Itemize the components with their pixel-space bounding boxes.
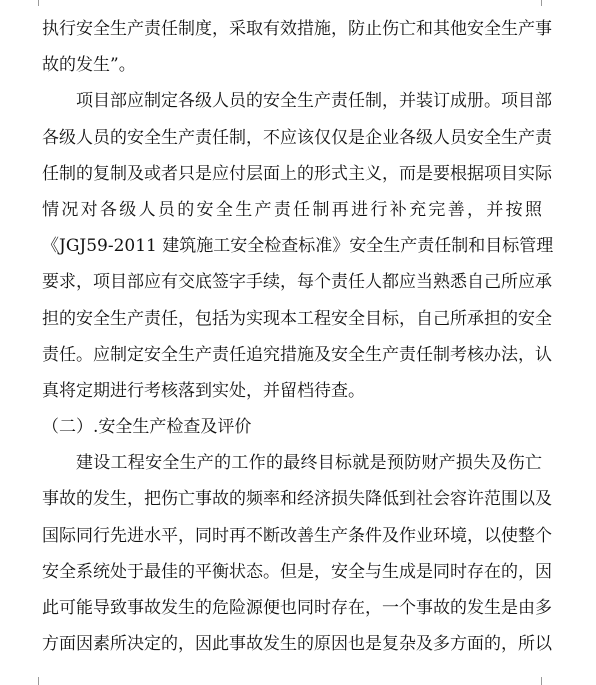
margin-mark-bottom-left: [24, 677, 39, 685]
text-line: 建设工程安全生产的工作的最终目标就是预防财产损失及伤亡: [76, 453, 542, 474]
section-heading-text: （二）.安全生产检查及评价: [42, 417, 252, 438]
document-body[interactable]: [42, 11, 554, 662]
margin-mark-bottom-right: [541, 677, 556, 685]
margin-mark-top-right: [541, 0, 556, 6]
text-line: 担的安全生产责任，包括为实现本工程安全目标，自己所承担的安全: [42, 308, 552, 329]
text-line: 国际同行先进水平，同时再不断改善生产条件及作业环境，以使整个: [42, 525, 552, 546]
text-line: 责任。应制定安全生产责任追究措施及安全生产责任制考核办法，认: [42, 344, 552, 365]
text-line: 方面因素所决定的，因此事故发生的原因也是复杂及多方面的，所以: [42, 634, 552, 655]
paragraph-1: [42, 11, 552, 83]
text-line: 要求，项目部应有交底签字手续，每个责任人都应当熟悉自己所应承: [42, 272, 552, 293]
text-line: 故的发生”。: [42, 55, 136, 76]
text-line: 《JGJ59-2011 建筑施工安全检查标准》安全生产责任制和目标管理: [42, 236, 554, 257]
text-line: 真将定期进行考核落到实处，并留档待查。: [42, 380, 365, 401]
text-line: 各级人员的安全生产责任制，不应该仅仅是企业各级人员安全生产责: [42, 127, 552, 148]
text-line: 此可能导致事故发生的危险源便也同时存在，一个事故的发生是由多: [42, 598, 552, 618]
text-line: 执行安全生产责任制度，采取有效措施，防止伤亡和其他安全生产事: [42, 19, 552, 39]
margin-mark-top-left: [24, 0, 39, 6]
text-line: 安全系统处于最佳的平衡状态。但是，安全与生成是同时存在的，因: [42, 561, 552, 582]
paragraph-3: [42, 445, 552, 662]
text-line: 项目部应制定各级人员的安全生产责任制，并装订成册。项目部: [76, 91, 552, 112]
text-line: 事故的发生，把伤亡事故的频率和经济损失降低到社会容许范围以及: [42, 489, 552, 510]
section-heading: [42, 409, 542, 445]
text-line: 任制的复制及或者只是应付层面上的形式主义，而是要根据项目实际: [42, 163, 552, 184]
paragraph-2: [42, 83, 554, 409]
text-line: 情况对各级人员的安全生产责任制再进行补充完善，并按照: [42, 199, 542, 220]
